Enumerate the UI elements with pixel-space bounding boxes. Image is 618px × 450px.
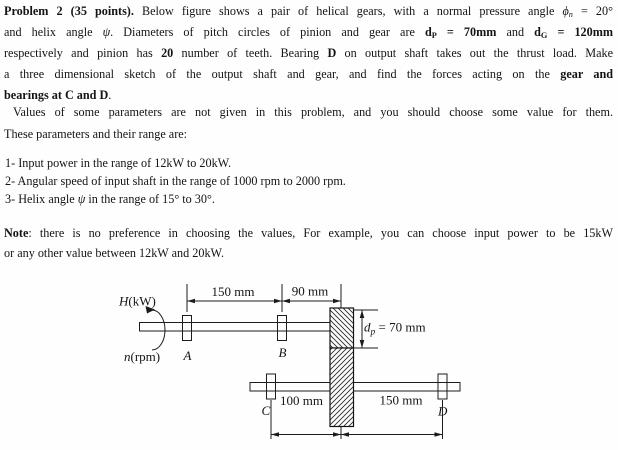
parameter-range-list [5, 155, 614, 208]
text-line: bearings at C and D. [4, 87, 112, 102]
pinion-diameter-label: $d_p = 70$ mm [364, 319, 426, 338]
bearing-a-label: A [183, 348, 192, 363]
text-line: or any other value between 12kW and 20kW. [4, 246, 224, 261]
dim-b-gear-label: 90 mm [291, 283, 329, 299]
dimension-b-gear [282, 299, 341, 304]
input-speed-label: n(rpm) [124, 349, 161, 364]
note-paragraph [4, 223, 613, 264]
bearing-d [438, 374, 447, 399]
text-line: 3- Helix angle ψ in the range of 15° to 30°. [5, 191, 215, 206]
text-line: Problem 2 (35 points). Below figure shows a pair of helical gears, with a normal pressure angle ϕn = 20° [4, 4, 613, 20]
bearing-a [183, 316, 192, 341]
dimension-a-b [187, 299, 282, 304]
dimension-c-gear [271, 432, 341, 437]
parameters-intro [4, 102, 613, 146]
bearing-c [267, 374, 276, 399]
dim-ab-label: 150 mm [211, 284, 255, 299]
problem-statement [4, 1, 613, 105]
bearing-b-label: B [278, 345, 287, 360]
bearing-d-label: D [438, 403, 448, 419]
text-line: 1- Input power in the range of 12kW to 20kW. [5, 156, 232, 170]
text-line: respectively and pinion has 20 number of teeth. Bearing D on output shaft takes out the thrust load. Make [4, 45, 613, 60]
gear-shaft-figure [0, 270, 618, 450]
rotation-arrow-icon [146, 306, 166, 350]
input-shaft [140, 323, 342, 332]
text-line: These parameters and their range are: [4, 126, 188, 141]
output-shaft [250, 383, 460, 392]
gear [330, 348, 354, 427]
text-line: Values of some parameters are not given in this problem, and you should choose some value for them. [4, 105, 613, 119]
text-line: Note: there is no preference in choosing the values, For example, you can choose input power to be 15kW [4, 226, 613, 240]
input-power-label: H(kW) [119, 293, 156, 309]
text-line: and helix angle ψ. Diameters of pitch circles of pinion and gear are dP = 70mm and dG = 120mm [4, 24, 613, 40]
text-line: 2- Angular speed of input shaft in the range of 1000 rpm to 2000 rpm. [5, 173, 346, 188]
dimension-gear-d [341, 432, 443, 437]
dim-gear-d-label: 150 mm [379, 392, 423, 408]
bearing-c-label: C [261, 403, 271, 418]
pinion [330, 308, 354, 348]
text-line: a three dimensional sketch of the output shaft and gear, and find the forces acting on the gear and [4, 66, 613, 81]
dim-c-gear-label: 100 mm [280, 393, 323, 408]
bearing-b [278, 316, 287, 341]
